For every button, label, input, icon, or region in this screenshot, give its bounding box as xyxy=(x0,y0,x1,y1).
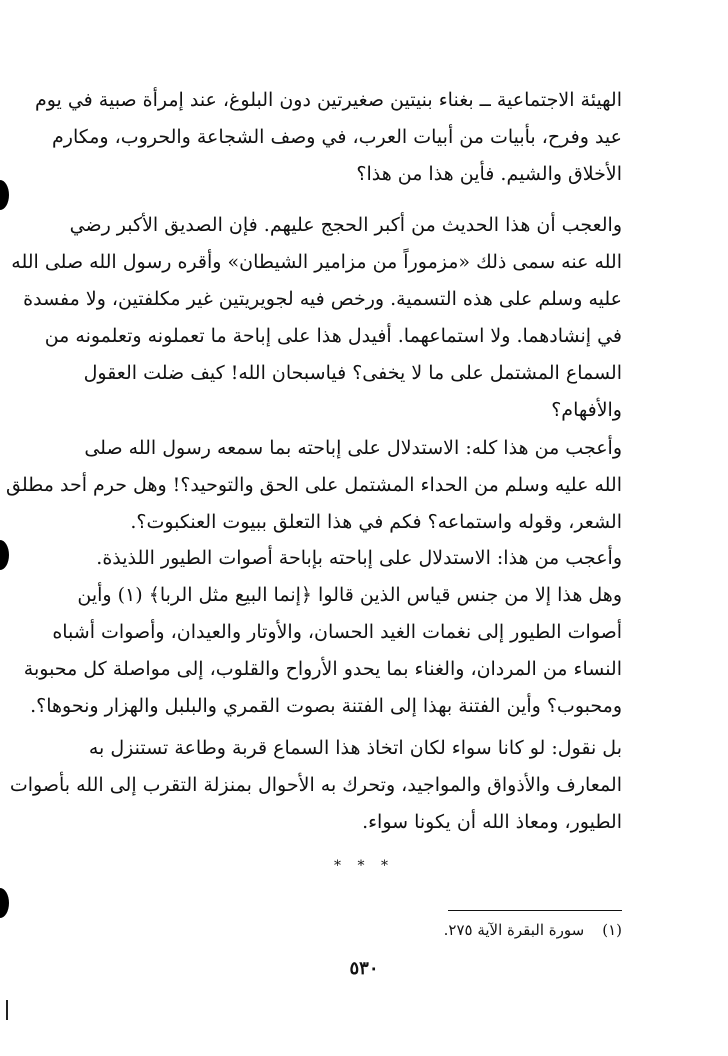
text-line: وهل هذا إلا من جنس قياس الذين قالوا ﴿إنما البيع مثل الربا﴾ (١) وأين xyxy=(77,584,622,606)
paragraph-hadith-argument xyxy=(11,207,622,429)
footnote xyxy=(300,918,622,942)
text-line: عليه وسلم على هذه التسمية. ورخص فيه لجويريتين غير مكلفتين، ولا مفسدة xyxy=(23,288,622,310)
paragraph-birds-argument xyxy=(23,540,622,725)
text-line: الشعر، وقوله واستماعه؟ فكم في هذا التعلق ببيوت العنكبوت؟. xyxy=(130,511,622,533)
margin-binding-mark xyxy=(0,540,9,570)
paragraph-conclusion xyxy=(9,730,622,841)
paragraph-continuation xyxy=(34,82,622,193)
text-line: الطيور، ومعاذ الله أن يكونا سواء. xyxy=(362,811,622,833)
text-line: بل نقول: لو كانا سواء لكان اتخاذ هذا السماع قربة وطاعة تستنزل به xyxy=(88,737,622,759)
margin-binding-mark xyxy=(0,180,9,210)
page-number: ٥٣٠ xyxy=(349,958,379,979)
text-line: وأعجب من هذا: الاستدلال على إباحته بإباحة أصوات الطيور اللذيذة. xyxy=(96,547,622,569)
text-line: والأفهام؟ xyxy=(551,399,622,421)
text-line: الله عنه سمى ذلك «مزموراً من مزامير الشيطان» وأقره رسول الله صلى الله xyxy=(11,251,622,273)
footnote-number: (١) xyxy=(602,921,622,939)
text-line: الله عليه وسلم من الحداء المشتمل على الحق والتوحيد؟! وهل حرم أحد مطلق xyxy=(6,474,622,496)
margin-binding-mark xyxy=(0,888,9,918)
footnote-divider xyxy=(448,910,622,911)
text-line: وأعجب من هذا كله: الاستدلال على إباحته بما سمعه رسول الله صلى xyxy=(84,437,622,459)
section-separator: * * * xyxy=(334,858,394,874)
text-line: السماع المشتمل على ما لا يخفى؟ فياسبحان الله! كيف ضلت العقول xyxy=(83,362,622,384)
text-line: والعجب أن هذا الحديث من أكبر الحجج عليهم. فإن الصديق الأكبر رضي xyxy=(69,214,622,236)
text-line: الأخلاق والشيم. فأين هذا من هذا؟ xyxy=(356,163,622,185)
footnote-text: سورة البقرة الآية ٢٧٥. xyxy=(443,921,585,939)
text-line: ومحبوب؟ وأين الفتنة بهذا إلى الفتنة بصوت القمري والبلبل والهزار ونحوها؟. xyxy=(30,695,622,717)
text-line: النساء من المردان، والغناء بما يحدو الأرواح والقلوب، إلى مواصلة كل محبوبة xyxy=(23,658,622,680)
text-line: أصوات الطيور إلى نغمات الغيد الحسان، والأوتار والعيدان، وأصوات أشباه xyxy=(52,621,622,643)
paragraph-hudaa-argument xyxy=(6,430,622,541)
text-line: الهيئة الاجتماعية ــ بغناء بنيتين صغيرتين دون البلوغ، عند إمرأة صبية في يوم xyxy=(34,89,622,111)
text-line: المعارف والأذواق والمواجيد، وتحرك به الأحوال بمنزلة التقرب إلى الله بأصوات xyxy=(9,774,622,796)
margin-tick-mark xyxy=(6,1000,8,1020)
text-line: في إنشادهما. ولا استماعهما. أفيدل هذا على إباحة ما تعملونه وتعلمونه من xyxy=(44,325,622,347)
text-line: عيد وفرح، بأبيات من أبيات العرب، في وصف الشجاعة والحروب، ومكارم xyxy=(52,126,622,148)
